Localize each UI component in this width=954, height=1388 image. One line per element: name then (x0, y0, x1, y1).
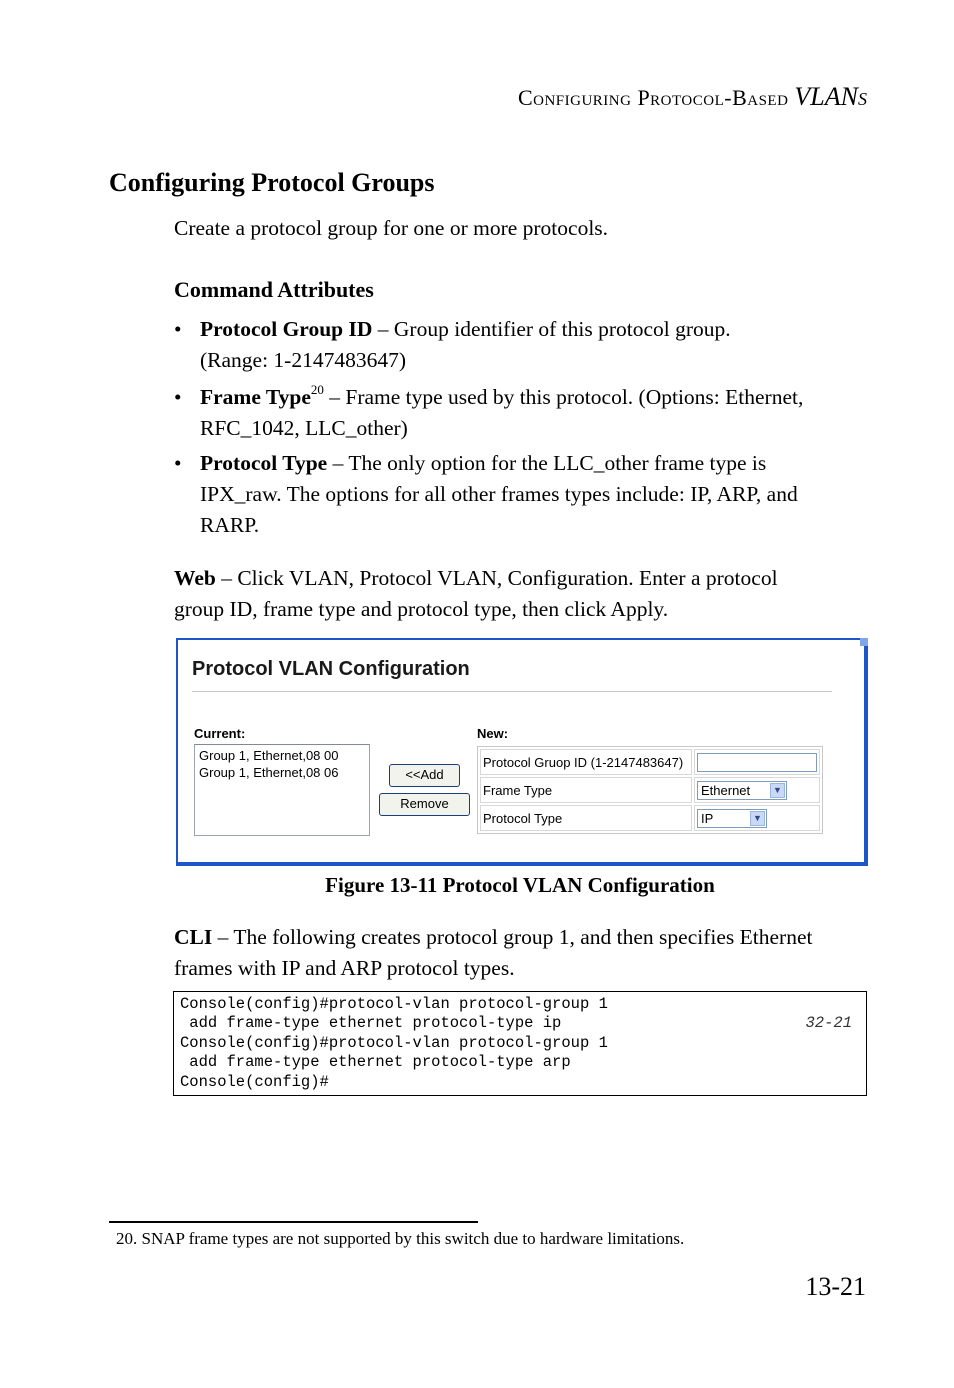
remove-button[interactable]: Remove (379, 793, 470, 816)
attribute-text-cont: (Range: 1-2147483647) (200, 348, 407, 372)
window-corner (860, 638, 868, 646)
web-line: – Click VLAN, Protocol VLAN, Configuration. Enter a protocol (215, 566, 778, 590)
attribute-item (174, 382, 874, 444)
code-line: add frame-type ethernet protocol-type arp (180, 1053, 571, 1072)
attribute-item (174, 314, 874, 376)
list-item[interactable]: Group 1, Ethernet,08 06 (199, 765, 339, 780)
add-button[interactable]: <<Add (389, 764, 460, 787)
code-line: Console(config)#protocol-vlan protocol-group 1 (180, 995, 608, 1013)
cli-instructions (174, 922, 874, 984)
attribute-term: Protocol Group ID (200, 317, 373, 341)
running-head (400, 82, 867, 112)
web-line: group ID, frame type and protocol type, then click Apply. (174, 597, 669, 621)
list-item[interactable]: Group 1, Ethernet,08 00 (199, 748, 339, 763)
code-line: Console(config)# (180, 1072, 329, 1091)
attribute-text-cont: RFC_1042, LLC_other) (200, 416, 408, 440)
divider (192, 691, 832, 692)
attribute-text: – Group identifier of this protocol group. (372, 317, 731, 341)
group-id-label: Protocol Gruop ID (1-2147483647) (480, 749, 692, 775)
cli-line: – The following creates protocol group 1, and then specifies Ethernet (212, 925, 813, 949)
protocol-type-label: Protocol Type (480, 805, 692, 831)
frame-type-select[interactable] (697, 781, 787, 800)
cli-code-block (173, 991, 867, 1096)
chevron-down-icon[interactable]: ▼ (750, 811, 765, 826)
attribute-list (174, 314, 874, 545)
group-id-cell (694, 749, 820, 775)
current-groups-list[interactable] (194, 744, 370, 836)
section-title: Configuring Protocol Groups (109, 168, 435, 197)
footnote-divider (109, 1221, 478, 1223)
protocol-type-select[interactable] (697, 809, 767, 828)
attribute-text-cont: IPX_raw. The options for all other frames types include: IP, ARP, and (200, 482, 798, 506)
attribute-term: Protocol Type (200, 451, 328, 475)
cli-term: CLI (174, 925, 213, 949)
command-attributes-heading: Command Attributes (174, 277, 374, 302)
running-head-suffix: VLANs (794, 82, 867, 111)
web-term: Web (174, 566, 216, 590)
frame-type-label: Frame Type (480, 777, 692, 803)
attribute-text: – Frame type used by this protocol. (Options: Ethernet, (323, 385, 804, 409)
attribute-text: – The only option for the LLC_other frame type is (327, 451, 767, 475)
code-line: Console(config)#protocol-vlan protocol-group 1 (180, 1033, 608, 1052)
bullet-dot: • (174, 451, 182, 475)
new-group-form (477, 746, 823, 834)
figure-caption: Figure 13-11 Protocol VLAN Configuration (325, 873, 715, 897)
protocol-type-cell (694, 805, 820, 831)
bullet-dot: • (174, 385, 182, 409)
panel-title: Protocol VLAN Configuration (192, 658, 470, 680)
protocol-vlan-config-screenshot (176, 638, 868, 866)
running-head-prefix: Configuring Protocol-Based (517, 85, 795, 110)
code-text: add frame-type ethernet protocol-type ip (180, 1014, 562, 1033)
chevron-down-icon[interactable]: ▼ (770, 783, 785, 798)
attribute-item (174, 448, 874, 541)
footnote-ref: 20 (310, 381, 324, 397)
frame-type-cell (694, 777, 820, 803)
protocol-type-value: IP (701, 810, 714, 826)
bullet-dot: • (174, 317, 182, 341)
attribute-text-cont: RARP. (200, 513, 260, 537)
new-label: New: (477, 726, 509, 741)
current-label: Current: (194, 726, 246, 741)
code-line (180, 1014, 860, 1033)
command-reference: 32-21 (805, 1014, 852, 1033)
attribute-term: Frame Type (200, 385, 311, 409)
frame-type-value: Ethernet (701, 782, 751, 798)
cli-line: frames with IP and ARP protocol types. (174, 956, 515, 980)
group-id-input[interactable] (697, 753, 817, 772)
page-number: 13-21 (805, 1272, 866, 1301)
footnote: 20. SNAP frame types are not supported by this switch due to hardware limitations. (116, 1229, 685, 1248)
web-instructions (174, 563, 864, 625)
intro-text: Create a protocol group for one or more protocols. (174, 216, 609, 240)
